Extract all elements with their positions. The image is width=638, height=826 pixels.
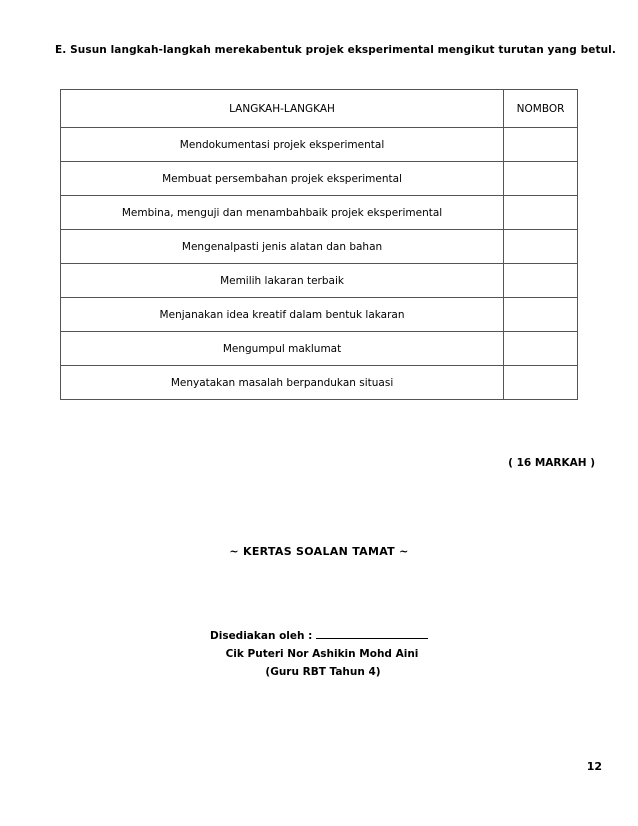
header-steps: LANGKAH-LANGKAH (61, 90, 504, 128)
number-cell[interactable] (504, 196, 578, 230)
step-cell: Membuat persembahan projek eksperimental (61, 162, 504, 196)
teacher-role: (Guru RBT Tahun 4) (265, 666, 381, 678)
number-cell[interactable] (504, 162, 578, 196)
number-cell[interactable] (504, 230, 578, 264)
number-cell[interactable] (504, 128, 578, 162)
table-row (61, 332, 578, 366)
signature-line (316, 627, 428, 639)
table-row (61, 196, 578, 230)
step-cell: Mendokumentasi projek eksperimental (61, 128, 504, 162)
header-number: NOMBOR (504, 90, 578, 128)
teacher-name: Cik Puteri Nor Ashikin Mohd Aini (225, 648, 419, 660)
table-row (61, 264, 578, 298)
table-row (61, 162, 578, 196)
table-row (61, 298, 578, 332)
end-of-paper-title: ~ KERTAS SOALAN TAMAT ~ (229, 545, 409, 558)
step-cell: Menjanakan idea kreatif dalam bentuk lakaran (61, 298, 504, 332)
number-cell[interactable] (504, 366, 578, 400)
table-row (61, 128, 578, 162)
marks-label: ( 16 MARKAH ) (508, 457, 595, 469)
number-cell[interactable] (504, 298, 578, 332)
page-number: 12 (586, 760, 602, 773)
number-cell[interactable] (504, 332, 578, 366)
table-row (61, 366, 578, 400)
step-cell: Menyatakan masalah berpandukan situasi (61, 366, 504, 400)
number-cell[interactable] (504, 264, 578, 298)
steps-table (60, 89, 578, 400)
table-row (61, 230, 578, 264)
step-cell: Mengenalpasti jenis alatan dan bahan (61, 230, 504, 264)
prepared-by (210, 627, 428, 642)
table-header-row (61, 90, 578, 128)
question-instruction: E. Susun langkah-langkah merekabentuk projek eksperimental mengikut turutan yang betul. (55, 44, 616, 56)
step-cell: Memilih lakaran terbaik (61, 264, 504, 298)
step-cell: Membina, menguji dan menambahbaik projek eksperimental (61, 196, 504, 230)
step-cell: Mengumpul maklumat (61, 332, 504, 366)
prepared-by-label: Disediakan oleh : (210, 630, 313, 642)
